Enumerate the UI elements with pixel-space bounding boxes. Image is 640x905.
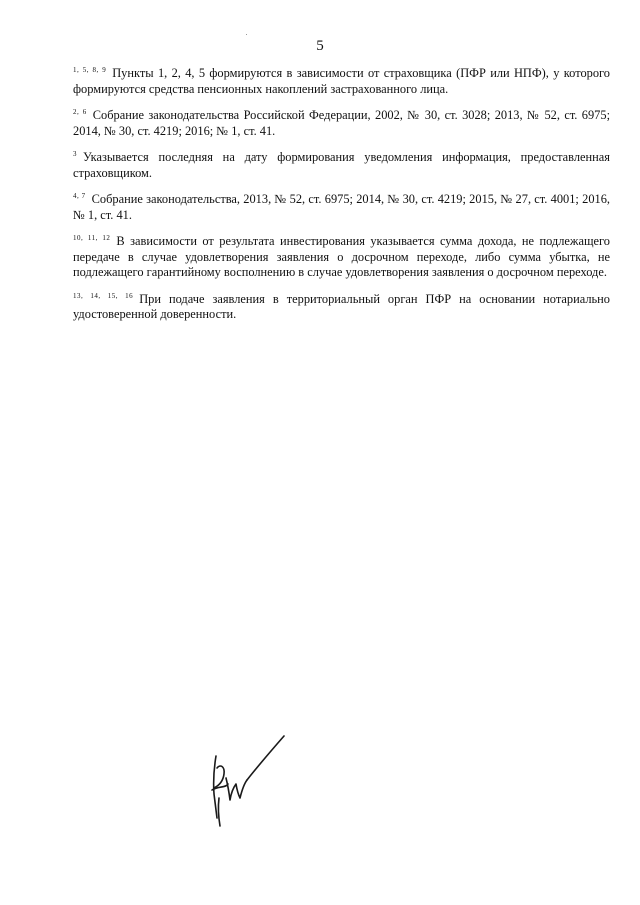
handwritten-signature	[200, 728, 296, 834]
footnote-refs: 4, 7	[73, 192, 86, 200]
footnote-refs: 3	[73, 150, 77, 158]
footnote-3	[73, 150, 610, 181]
footnote-10-11-12	[73, 234, 610, 281]
page-number: 5	[316, 38, 324, 54]
footnote-2-6	[73, 108, 610, 139]
footnote-4-7	[73, 192, 610, 223]
footnote-text: При подаче заявления в территориальный орган ПФР на основании нотариально удостоверенной доверенности.	[73, 291, 610, 321]
footnote-text: Пункты 1, 2, 4, 5 формируются в зависимости от страховщика (ПФР или НПФ), у которого формируются средства пенсионных накоплений застрахованного лица.	[73, 66, 611, 96]
footnote-13-14-15-16	[73, 292, 610, 323]
footnote-1-5-8-9	[73, 66, 610, 97]
scan-speck	[246, 34, 247, 35]
footnote-text: Собрание законодательства, 2013, № 52, ст. 6975; 2014, № 30, ст. 4219; 2015, № 27, ст. 4001; 2016, № 1, ст. 41.	[73, 192, 611, 222]
footnote-refs: 13, 14, 15, 16	[73, 291, 134, 300]
footnote-refs: 1, 5, 8, 9	[73, 66, 107, 74]
footnote-refs: 2, 6	[73, 108, 87, 116]
footnote-text: Собрание законодательства Российской Федерации, 2002, № 30, ст. 3028; 2013, № 52, ст. 6975; 2014, № 30, ст. 4219; 2016; № 1, ст. 41.	[73, 108, 611, 138]
footnote-text: Указывается последняя на дату формирования уведомления информация, предоставленная страховщиком.	[73, 150, 610, 180]
footnotes-list	[73, 66, 610, 334]
footnote-text: В зависимости от результата инвестирования указывается сумма дохода, не подлежащего передаче в случае удовлетворения заявления о досрочном переходе, либо сумма убытка, не подлежащего гарантийному восполнению в случае удовлетворения заявления о досрочном переходе.	[73, 234, 610, 279]
footnote-refs: 10, 11, 12	[73, 234, 111, 242]
